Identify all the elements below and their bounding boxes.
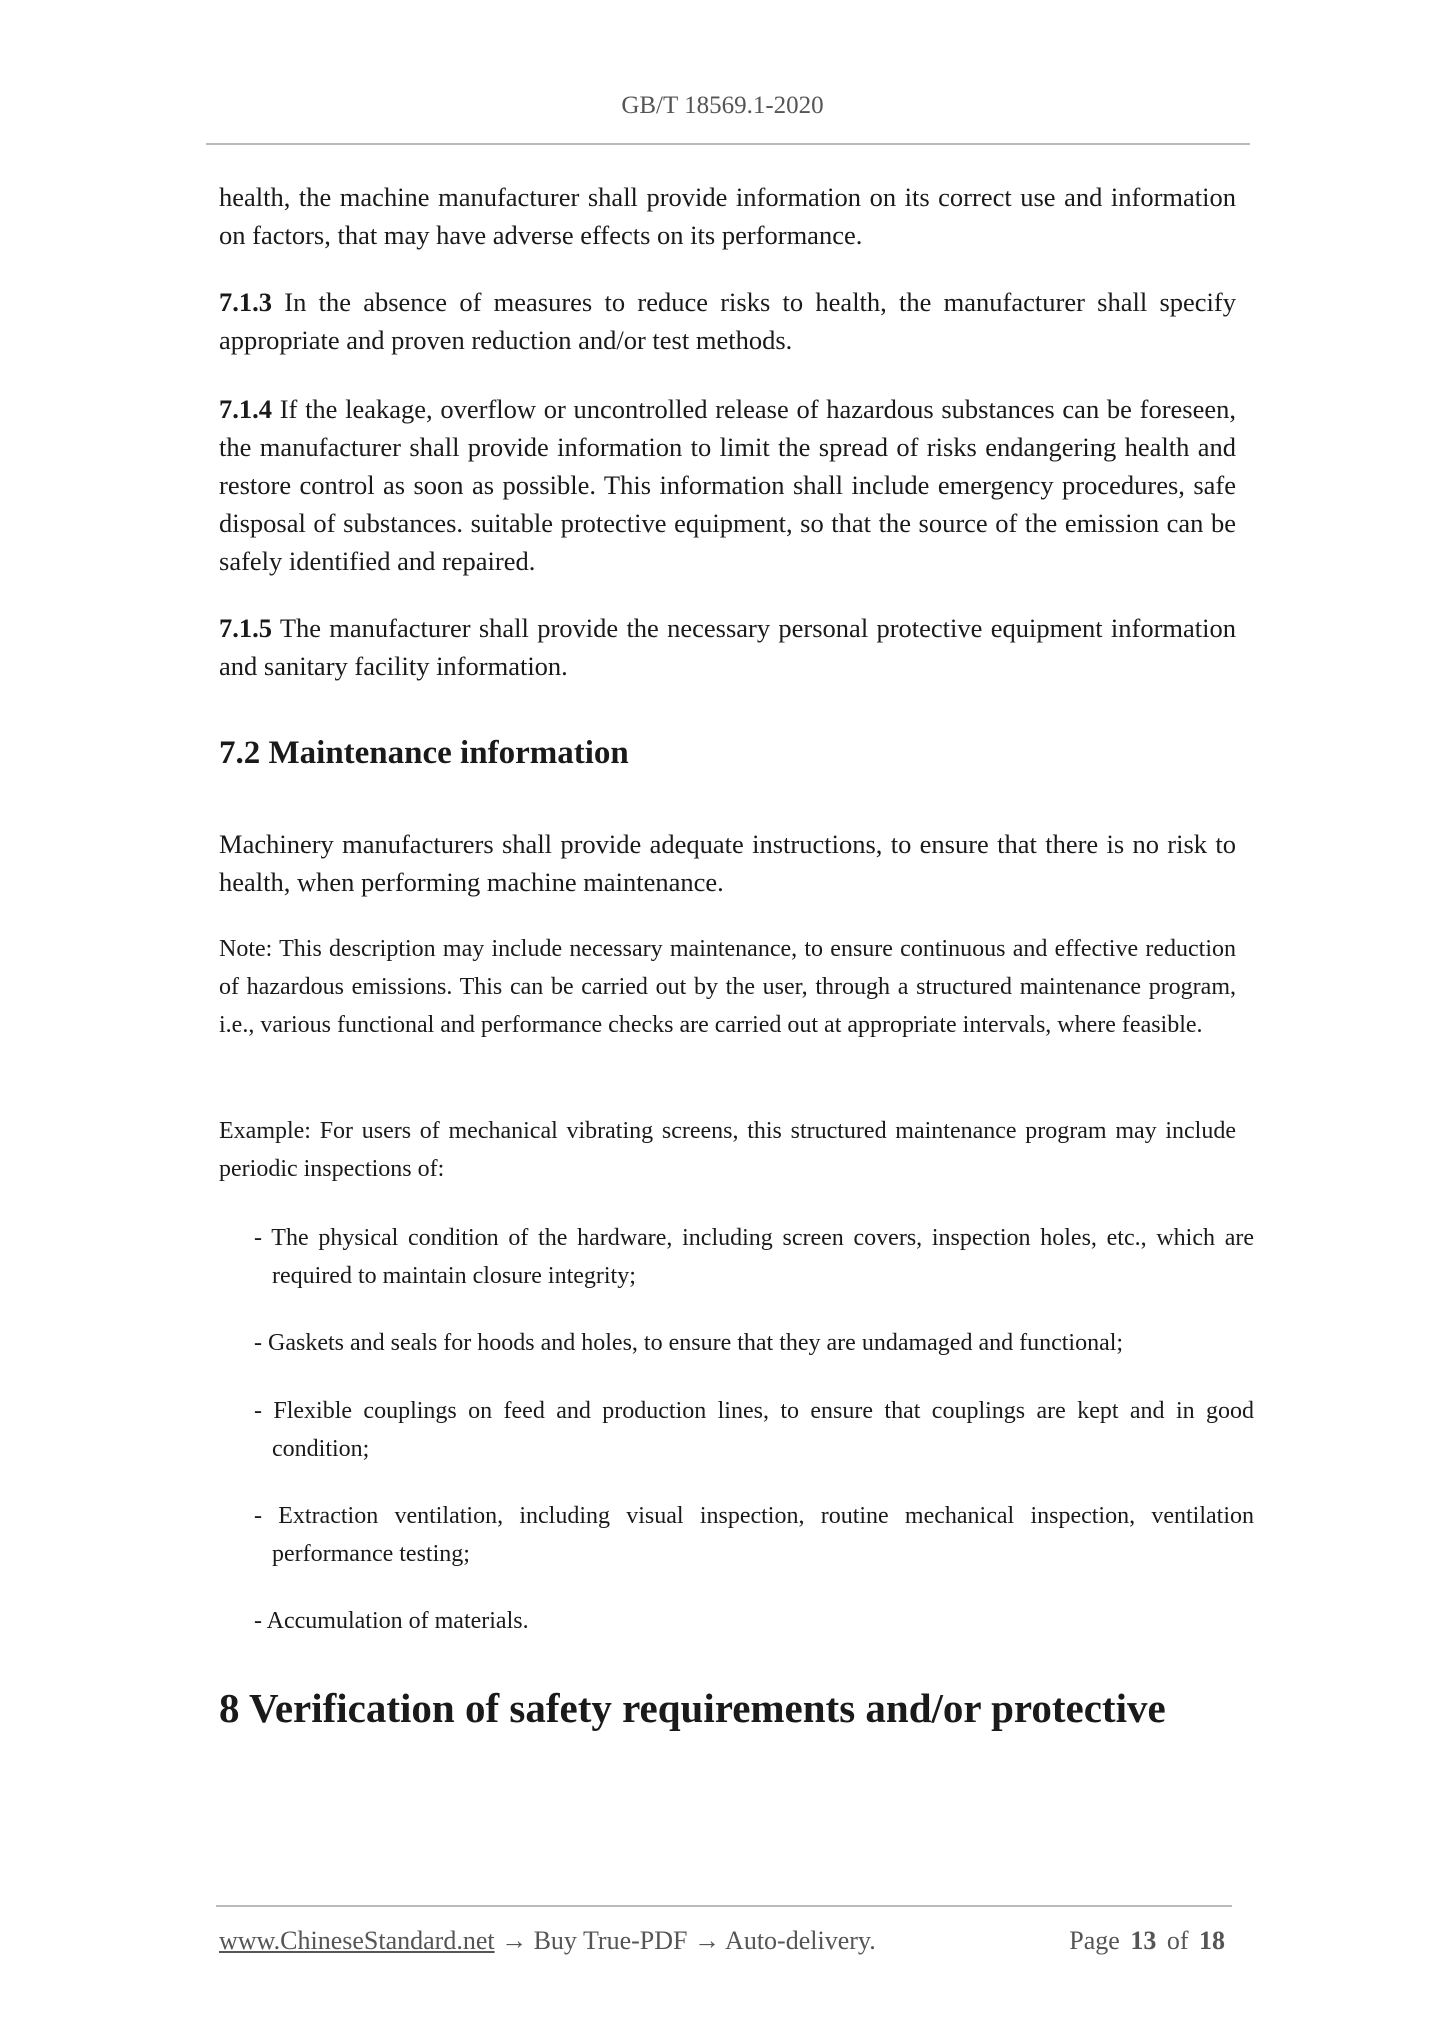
header-divider	[206, 143, 1250, 145]
clause-7-1-5	[219, 609, 1236, 685]
example: Example: For users of mechanical vibrating screens, this structured maintenance program may include periodic inspections of:	[219, 1118, 1236, 1182]
clause-text: If the leakage, overflow or uncontrolled release of hazardous substances can be foreseen, the manufacturer shall provide information to limit the spread of risks endangering health and restore control as soon as possible. This information shall include emergency procedures, safe disposal of substances. suitable protective equipment, so that the source of the emission can be safely identified and repaired.	[219, 394, 1236, 576]
list-item: - Extraction ventilation, including visual inspection, routine mechanical inspection, ventilation performance testing;	[254, 1503, 1254, 1567]
clause-number: 7.1.3	[219, 287, 272, 317]
footer-promo	[219, 1926, 876, 1956]
of-label: of	[1166, 1926, 1189, 1955]
clause-text: In the absence of measures to reduce risks to health, the manufacturer shall specify appropriate and proven reduction and/or test methods.	[219, 287, 1236, 355]
footer-divider	[216, 1905, 1232, 1907]
list-item: - Gaskets and seals for hoods and holes, to ensure that they are undamaged and functional;	[254, 1330, 1124, 1356]
clause-7-1-3	[219, 283, 1236, 359]
list-item: - Accumulation of materials.	[254, 1608, 529, 1634]
document-header: GB/T 18569.1-2020	[621, 92, 824, 119]
page-label: Page	[1069, 1926, 1120, 1955]
note: Note: This description may include necessary maintenance, to ensure continuous and effective reduction of hazardous emissions. This can be carried out by the user, through a structured maintenance program, i.e., various functional and performance checks are carried out at appropriate intervals, where feasible.	[219, 936, 1236, 1038]
clause-7-1-4	[219, 390, 1236, 580]
website-link[interactable]: www.ChineseStandard.net	[219, 1926, 495, 1955]
clause-text: The manufacturer shall provide the necessary personal protective equipment information and sanitary facility information.	[219, 613, 1236, 681]
section-heading-7-2: 7.2 Maintenance information	[219, 735, 629, 771]
page-number: 13	[1130, 1926, 1157, 1955]
list-item: - Flexible couplings on feed and production lines, to ensure that couplings are kept and in good condition;	[254, 1398, 1254, 1462]
list-item: - The physical condition of the hardware, including screen covers, inspection holes, etc., which are required to maintain closure integrity;	[254, 1225, 1254, 1289]
page-indicator	[1069, 1926, 1225, 1956]
clause-number: 7.1.4	[219, 394, 272, 424]
clause-number: 7.1.5	[219, 613, 272, 643]
section-heading-8: 8 Verification of safety requirements and/or protective	[219, 1685, 1166, 1731]
maintenance-body: Machinery manufacturers shall provide adequate instructions, to ensure that there is no risk to health, when performing machine maintenance.	[219, 829, 1236, 897]
footer-text: → Buy True-PDF → Auto-delivery.	[494, 1926, 876, 1955]
paragraph-continuation: health, the machine manufacturer shall provide information on its correct use and information on factors, that may have adverse effects on its performance.	[219, 182, 1236, 250]
page-total: 18	[1199, 1926, 1225, 1955]
